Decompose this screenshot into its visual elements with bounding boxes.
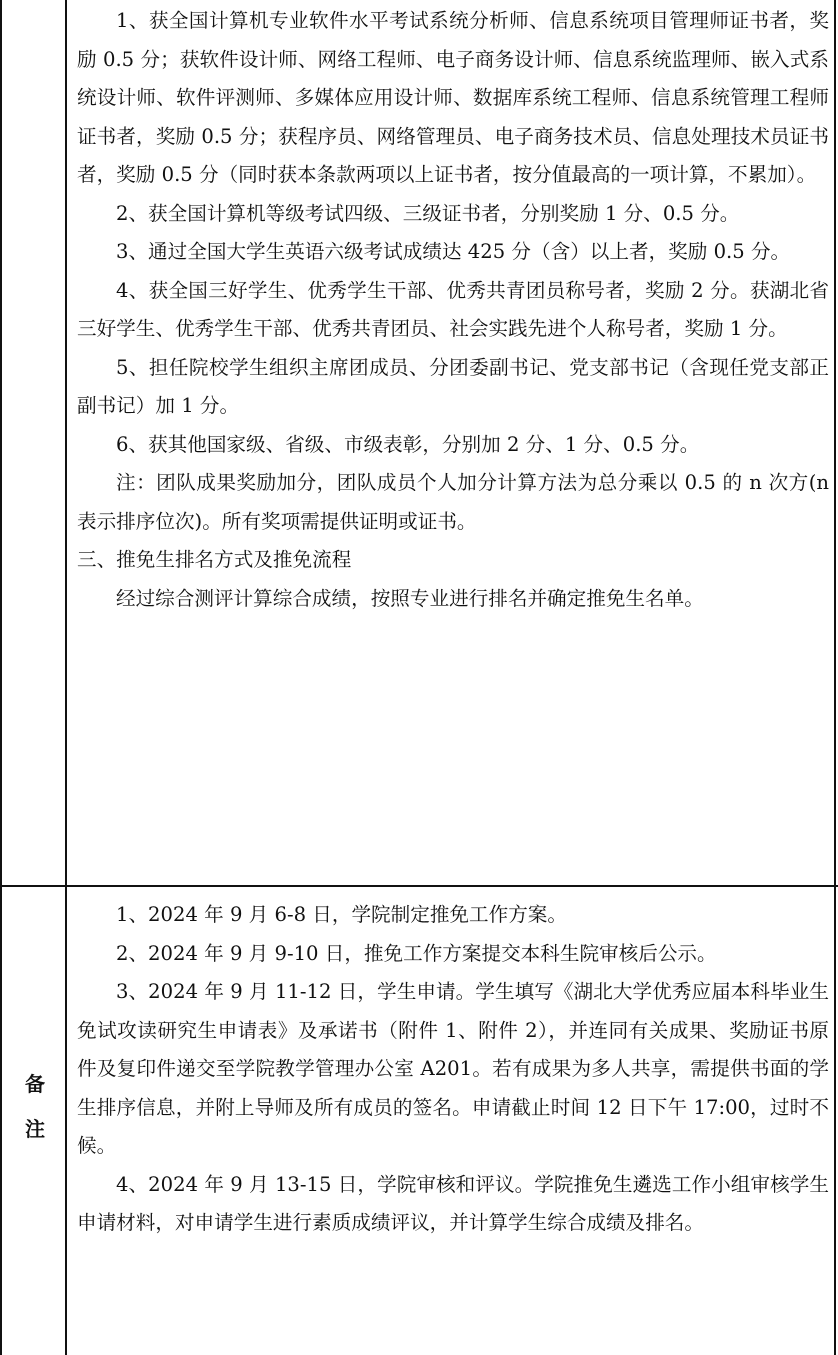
rule-paragraph-2: 2、获全国计算机等级考试四级、三级证书者，分别奖励 1 分、0.5 分。	[116, 201, 740, 225]
table-right-border	[834, 0, 836, 1355]
remark-step-2: 2、2024 年 9 月 9-10 日，推免工作方案提交本科生院审核后公示。	[116, 941, 717, 965]
rule-paragraph-5: 5、担任院校学生组织主席团成员、分团委副书记、党支部书记（含现任党支部正副书记）加 1 分。	[77, 355, 829, 417]
remark-step-1: 1、2024 年 9 月 6-8 日，学院制定推免工作方案。	[116, 903, 567, 926]
rule-paragraph-1: 1、获全国计算机专业软件水平考试系统分析师、信息系统项目管理师证书者，奖励 0.5 分；获软件设计师、网络工程师、电子商务设计师、信息系统监理师、嵌入式系统设计师、软件评测师、多媒体应用设计师、数据库系统工程师、信息系统管理工程师证书者，奖励 0.5 分；获程序员、网络管理员、电子商务技术员、信息处理技术员证书者，奖励 0.5 分（同时获本条款两项以上证书者，按分值最高的一项计算，不累加）。	[77, 9, 829, 186]
scoring-rules-cell	[77, 2, 829, 618]
rule-paragraph-4: 4、获全国三好学生、优秀学生干部、优秀共青团员称号者，奖励 2 分。获湖北省三好学生、优秀学生干部、优秀共青团员、社会实践先进个人称号者，奖励 1 分。	[77, 278, 829, 340]
table-column-divider	[65, 0, 67, 1355]
remarks-cell	[77, 896, 829, 1243]
rule-paragraph-3: 3、通过全国大学生英语六级考试成绩达 425 分（含）以上者，奖励 0.5 分。	[116, 240, 791, 263]
ranking-summary: 经过综合测评计算综合成绩，按照专业进行排名并确定推免生名单。	[116, 586, 704, 610]
rule-paragraph-6: 6、获其他国家级、省级、市级表彰，分别加 2 分、1 分、0.5 分。	[116, 432, 700, 456]
remarks-label	[12, 1062, 58, 1152]
remarks-label-char-2: 注	[25, 1117, 45, 1141]
table-left-border	[0, 0, 2, 1355]
section-heading: 三、推免生排名方式及推免流程	[77, 548, 352, 571]
remark-step-4: 4、2024 年 9 月 13-15 日，学院审核和评议。学院推免生遴选工作小组审核学生申请材料，对申请学生进行素质成绩评议，并计算学生综合成绩及排名。	[77, 1172, 829, 1234]
rule-note: 注：团队成果奖励加分，团队成员个人加分计算方法为总分乘以 0.5 的 n 次方(n 表示排序位次)。所有奖项需提供证明或证书。	[77, 471, 829, 533]
remark-step-3: 3、2024 年 9 月 11-12 日，学生申请。学生填写《湖北大学优秀应届本科毕业生免试攻读研究生申请表》及承诺书（附件 1、附件 2），并连同有关成果、奖励证书原件及复印件递交至学院教学管理办公室 A201。若有成果为多人共享，需提供书面的学生排序信息，并附上导师及所有成员的签名。申请截止时间 12 日下午 17:00，过时不候。	[77, 980, 829, 1157]
table-row-divider	[0, 885, 838, 887]
remarks-label-char-1: 备	[25, 1072, 45, 1096]
